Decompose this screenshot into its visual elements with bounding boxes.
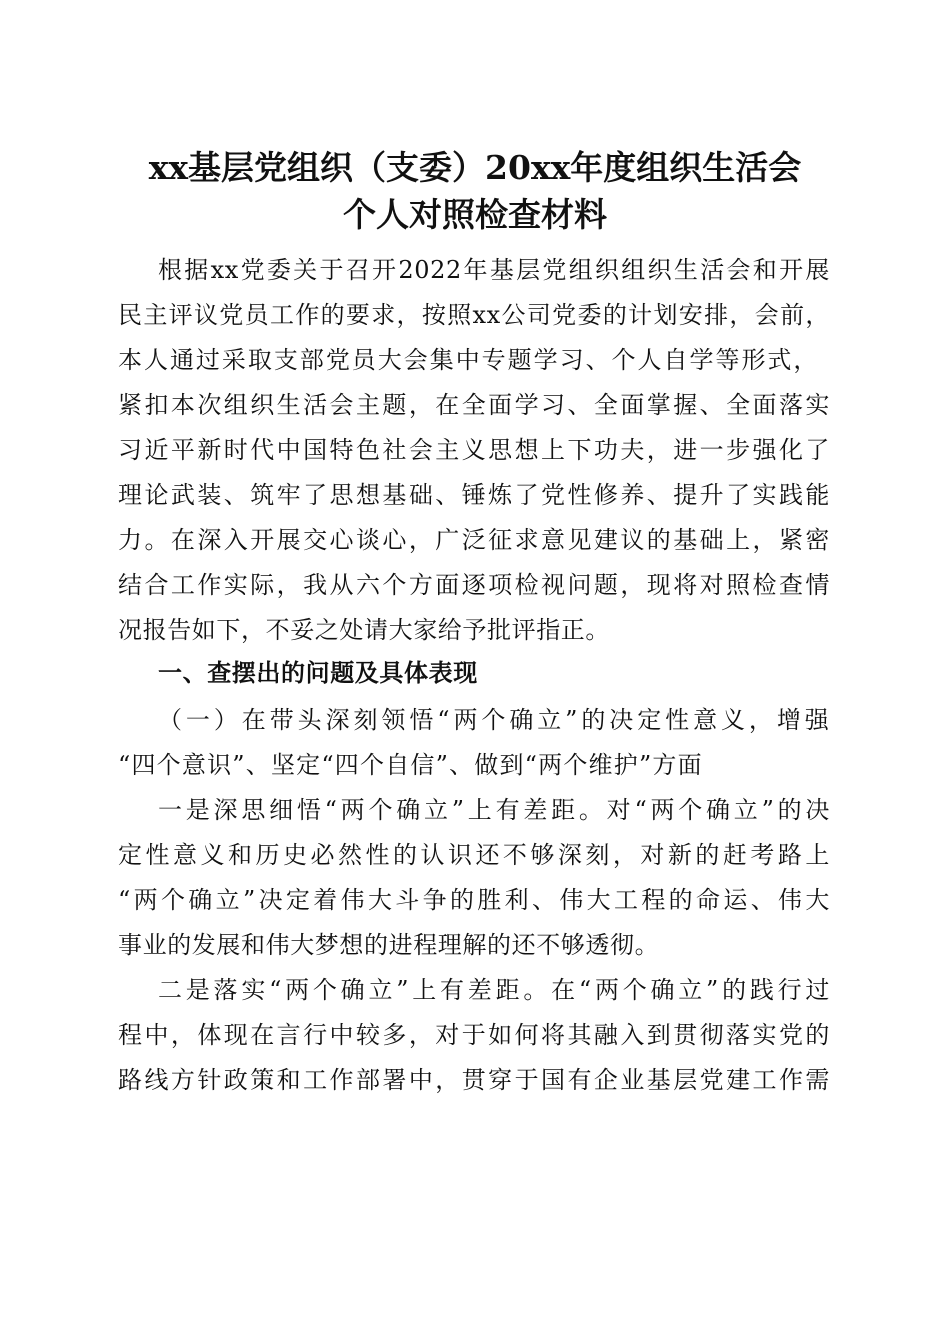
section-heading: 一、查摆出的问题及具体表现 — [158, 659, 478, 687]
point-line: “两个确立”决定着伟大斗争的胜利、伟大工程的命运、伟大 — [118, 886, 830, 914]
point-line: 事业的发展和伟大梦想的进程理解的还不够透彻。 — [118, 931, 660, 959]
point-line: 二是落实“两个确立”上有差距。在“两个确立”的践行过 — [158, 976, 830, 1004]
intro-line: 紧扣本次组织生活会主题，在全面学习、全面掌握、全面落实 — [118, 391, 830, 419]
point-line: 一是深思细悟“两个确立”上有差距。对“两个确立”的决 — [158, 796, 830, 824]
subsection-line: “四个意识”、坚定“四个自信”、做到“两个维护”方面 — [118, 751, 703, 779]
intro-line: 本人通过采取支部党员大会集中专题学习、个人自学等形式， — [118, 346, 818, 374]
intro-line: 力。在深入开展交心谈心，广泛征求意见建议的基础上，紧密 — [118, 526, 830, 554]
intro-line: 习近平新时代中国特色社会主义思想上下功夫，进一步强化了 — [118, 436, 830, 464]
subsection-line: （一）在带头深刻领悟“两个确立”的决定性意义，增强 — [158, 706, 830, 734]
intro-line: 民主评议党员工作的要求，按照xx公司党委的计划安排，会前， — [118, 301, 830, 329]
point-line: 定性意义和历史必然性的认识还不够深刻，对新的赶考路上 — [118, 841, 830, 869]
intro-line: 况报告如下，不妥之处请大家给予批评指正。 — [118, 616, 610, 644]
point-line: 路线方针政策和工作部署中，贯穿于国有企业基层党建工作需 — [118, 1066, 830, 1094]
intro-line: 理论武装、筑牢了思想基础、锤炼了党性修养、提升了实践能 — [118, 481, 830, 509]
intro-line: 根据xx党委关于召开2022年基层党组织组织生活会和开展 — [158, 256, 830, 284]
point-line: 程中，体现在言行中较多，对于如何将其融入到贯彻落实党的 — [118, 1021, 830, 1049]
document-title-line-2: 个人对照检查材料 — [343, 195, 607, 234]
document-title-line-1: xx基层党组织（支委）20xx年度组织生活会 — [148, 148, 802, 187]
intro-line: 结合工作实际，我从六个方面逐项检视问题，现将对照检查情 — [118, 571, 830, 599]
